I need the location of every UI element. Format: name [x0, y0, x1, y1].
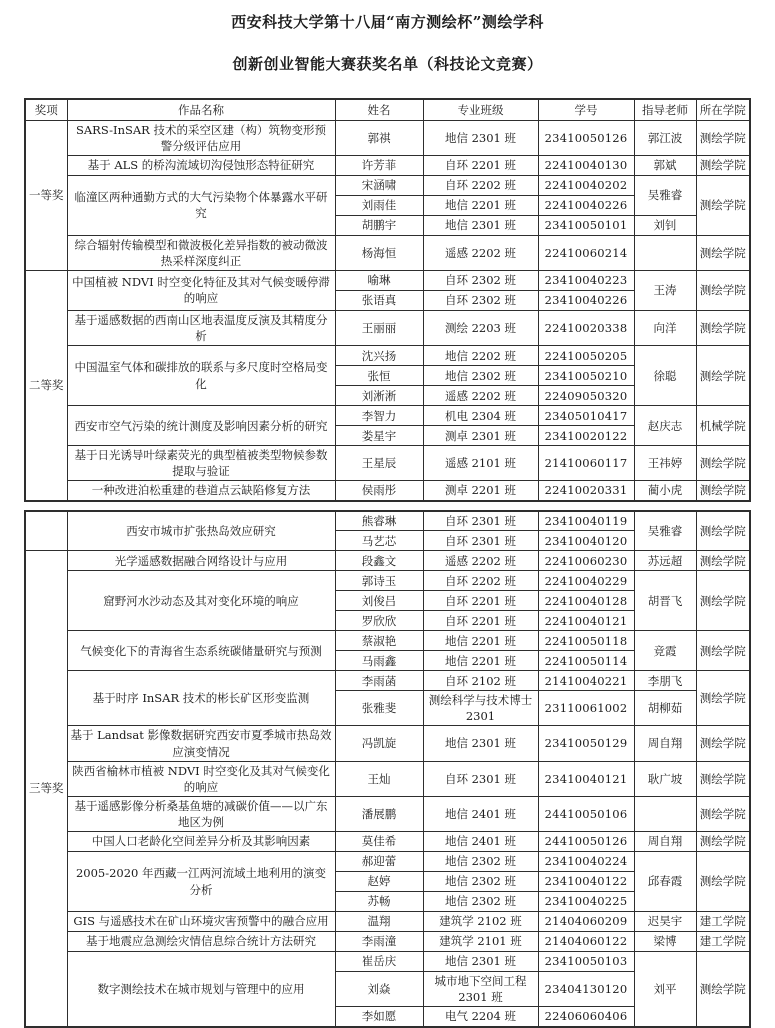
student-name-cell: 段鑫文 — [335, 551, 423, 571]
class-cell: 地信 2201 班 — [423, 195, 538, 215]
table-row — [25, 912, 750, 932]
advisor-cell: 竞霞 — [634, 631, 696, 671]
class-cell: 地信 2302 班 — [423, 872, 538, 892]
class-cell: 自环 2201 班 — [423, 591, 538, 611]
class-cell: 地信 2302 班 — [423, 366, 538, 386]
college-cell: 测绘学院 — [696, 726, 750, 761]
college-cell: 测绘学院 — [696, 175, 750, 235]
advisor-cell: 向洋 — [634, 310, 696, 345]
project-title-cell: 陕西省榆林市植被 NDVI 时空变化及其对气候变化的响应 — [67, 761, 335, 796]
class-cell: 自环 2302 班 — [423, 290, 538, 310]
student-id-cell: 23410040224 — [538, 852, 634, 872]
class-cell: 自环 2202 班 — [423, 571, 538, 591]
project-title-cell: 基于 ALS 的桥沟流域切沟侵蚀形态特征研究 — [67, 155, 335, 175]
student-name-cell: 杨海恒 — [335, 235, 423, 270]
student-name-cell: 苏畅 — [335, 892, 423, 912]
student-name-cell: 沈兴扬 — [335, 346, 423, 366]
class-cell: 遥感 2202 班 — [423, 235, 538, 270]
student-name-cell: 娄星宇 — [335, 426, 423, 446]
student-id-cell: 23404130120 — [538, 972, 634, 1007]
table-row — [25, 235, 750, 270]
advisor-cell: 苏远超 — [634, 551, 696, 571]
table-row — [25, 310, 750, 345]
student-id-cell: 22406060406 — [538, 1007, 634, 1027]
project-title-cell: 临潼区两种通勤方式的大气污染物个体暴露水平研究 — [67, 175, 335, 235]
student-id-cell: 22410050118 — [538, 631, 634, 651]
student-name-cell: 喻琳 — [335, 270, 423, 290]
table-row — [25, 852, 750, 872]
advisor-cell: 邱春霞 — [634, 852, 696, 912]
project-title-cell: 一种改进泊松重建的巷道点云缺陷修复方法 — [67, 481, 335, 501]
project-title-cell: 西安市城市扩张热岛效应研究 — [67, 511, 335, 551]
awards-table-2 — [24, 510, 751, 1028]
award-cell — [25, 511, 67, 551]
student-name-cell: 李雨潼 — [335, 932, 423, 952]
class-cell: 自环 2302 班 — [423, 270, 538, 290]
student-name-cell: 郝迎蕾 — [335, 852, 423, 872]
student-name-cell: 胡鹏宇 — [335, 215, 423, 235]
table-row — [25, 832, 750, 852]
project-title-cell: 中国植被 NDVI 时空变化特征及其对气候变暖停滞的响应 — [67, 270, 335, 310]
student-name-cell: 赵婷 — [335, 872, 423, 892]
class-cell: 自环 2301 班 — [423, 531, 538, 551]
table-row — [25, 932, 750, 952]
college-cell: 测绘学院 — [696, 832, 750, 852]
student-id-cell: 23410050129 — [538, 726, 634, 761]
student-name-cell: 张恒 — [335, 366, 423, 386]
student-name-cell: 崔岳庆 — [335, 952, 423, 972]
class-cell: 遥感 2202 班 — [423, 386, 538, 406]
column-header: 姓名 — [335, 99, 423, 120]
project-title-cell: 光学遥感数据融合网络设计与应用 — [67, 551, 335, 571]
student-id-cell: 23410040119 — [538, 511, 634, 531]
college-cell: 测绘学院 — [696, 310, 750, 345]
class-cell: 自环 2301 班 — [423, 761, 538, 796]
advisor-cell: 吴雅睿 — [634, 511, 696, 551]
student-id-cell: 22410050114 — [538, 651, 634, 671]
college-cell: 测绘学院 — [696, 346, 750, 406]
advisor-cell: 吴雅睿 — [634, 175, 696, 215]
advisor-cell: 王祎婷 — [634, 446, 696, 481]
student-id-cell: 21404060122 — [538, 932, 634, 952]
class-cell: 测卓 2301 班 — [423, 426, 538, 446]
student-id-cell: 22409050320 — [538, 386, 634, 406]
college-cell: 测绘学院 — [696, 481, 750, 501]
student-id-cell: 22410040226 — [538, 195, 634, 215]
student-id-cell: 23410040225 — [538, 892, 634, 912]
student-name-cell: 刘焱 — [335, 972, 423, 1007]
student-id-cell: 24410050106 — [538, 796, 634, 831]
class-cell: 自环 2202 班 — [423, 175, 538, 195]
class-cell: 测绘科学与技术博士 2301 — [423, 691, 538, 726]
table-row — [25, 761, 750, 796]
advisor-cell: 周自翔 — [634, 726, 696, 761]
advisor-cell — [634, 796, 696, 831]
project-title-cell: 基于地震应急测绘灾情信息综合统计方法研究 — [67, 932, 335, 952]
student-name-cell: 宋涵啸 — [335, 175, 423, 195]
table-row — [25, 120, 750, 155]
class-cell: 地信 2301 班 — [423, 215, 538, 235]
student-name-cell: 潘展鹏 — [335, 796, 423, 831]
advisor-cell: 胡柳茹 — [634, 691, 696, 726]
student-name-cell: 王丽丽 — [335, 310, 423, 345]
student-id-cell: 22410020331 — [538, 481, 634, 501]
student-id-cell: 21404060209 — [538, 912, 634, 932]
table-row — [25, 270, 750, 290]
student-name-cell: 罗欣欣 — [335, 611, 423, 631]
project-title-cell: 气候变化下的青海省生态系统碳储量研究与预测 — [67, 631, 335, 671]
class-cell: 自环 2301 班 — [423, 511, 538, 531]
advisor-cell — [634, 235, 696, 270]
class-cell: 建筑学 2102 班 — [423, 912, 538, 932]
student-name-cell: 刘雨佳 — [335, 195, 423, 215]
doc-title-line2: 创新创业智能大赛获奖名单（科技论文竞赛） — [232, 55, 543, 73]
college-cell: 测绘学院 — [696, 511, 750, 551]
class-cell: 地信 2202 班 — [423, 346, 538, 366]
advisor-cell: 迟昊宇 — [634, 912, 696, 932]
student-name-cell: 侯雨彤 — [335, 481, 423, 501]
student-id-cell: 22410060230 — [538, 551, 634, 571]
table-row — [25, 631, 750, 651]
student-name-cell: 王灿 — [335, 761, 423, 796]
project-title-cell: 窟野河水沙动态及其对变化环境的响应 — [67, 571, 335, 631]
college-cell: 测绘学院 — [696, 761, 750, 796]
column-header: 奖项 — [25, 99, 67, 120]
student-name-cell: 李雨菡 — [335, 671, 423, 691]
table-row — [25, 346, 750, 366]
advisor-cell: 梁博 — [634, 932, 696, 952]
college-cell: 测绘学院 — [696, 270, 750, 310]
class-cell: 机电 2304 班 — [423, 406, 538, 426]
award-cell: 三等奖 — [25, 551, 67, 1027]
project-title-cell: SARS-InSAR 技术的采空区建（构）筑物变形预警分级评估应用 — [67, 120, 335, 155]
column-header: 所在学院 — [696, 99, 750, 120]
student-id-cell: 22410050205 — [538, 346, 634, 366]
table-row — [25, 551, 750, 571]
header-row — [25, 99, 750, 120]
student-id-cell: 22410040229 — [538, 571, 634, 591]
class-cell: 地信 2301 班 — [423, 726, 538, 761]
class-cell: 电气 2204 班 — [423, 1007, 538, 1027]
student-name-cell: 莫佳希 — [335, 832, 423, 852]
student-id-cell: 23405010417 — [538, 406, 634, 426]
class-cell: 自环 2102 班 — [423, 671, 538, 691]
student-id-cell: 23410040121 — [538, 761, 634, 796]
college-cell: 测绘学院 — [696, 796, 750, 831]
table-row — [25, 571, 750, 591]
project-title-cell: 西安市空气污染的统计测度及影响因素分析的研究 — [67, 406, 335, 446]
table-row — [25, 511, 750, 531]
column-header: 指导老师 — [634, 99, 696, 120]
student-id-cell: 23410040223 — [538, 270, 634, 290]
class-cell: 遥感 2101 班 — [423, 446, 538, 481]
advisor-cell: 赵庆志 — [634, 406, 696, 446]
student-name-cell: 蔡淑艳 — [335, 631, 423, 651]
student-id-cell: 22410060214 — [538, 235, 634, 270]
class-cell: 自环 2201 班 — [423, 155, 538, 175]
student-id-cell: 23410040120 — [538, 531, 634, 551]
student-id-cell: 23410040226 — [538, 290, 634, 310]
class-cell: 地信 2201 班 — [423, 651, 538, 671]
student-name-cell: 郭诗玉 — [335, 571, 423, 591]
class-cell: 城市地下空间工程 2301 班 — [423, 972, 538, 1007]
student-name-cell: 温翔 — [335, 912, 423, 932]
award-cell: 二等奖 — [25, 270, 67, 500]
college-cell: 测绘学院 — [696, 551, 750, 571]
table-row — [25, 446, 750, 481]
advisor-cell: 周自翔 — [634, 832, 696, 852]
student-id-cell: 22410040202 — [538, 175, 634, 195]
college-cell: 建工学院 — [696, 912, 750, 932]
column-header: 学号 — [538, 99, 634, 120]
advisor-cell: 刘钊 — [634, 215, 696, 235]
table-row — [25, 952, 750, 972]
student-name-cell: 刘俊吕 — [335, 591, 423, 611]
student-id-cell: 21410040221 — [538, 671, 634, 691]
student-id-cell: 23410050210 — [538, 366, 634, 386]
college-cell: 测绘学院 — [696, 155, 750, 175]
student-id-cell: 21410060117 — [538, 446, 634, 481]
awards-table-1 — [24, 98, 751, 502]
tables-container — [0, 98, 775, 1028]
table-row — [25, 726, 750, 761]
student-id-cell: 22410040121 — [538, 611, 634, 631]
advisor-cell: 蔺小虎 — [634, 481, 696, 501]
advisor-cell: 李朋飞 — [634, 671, 696, 691]
student-name-cell: 熊睿琳 — [335, 511, 423, 531]
student-name-cell: 李智力 — [335, 406, 423, 426]
student-name-cell: 王星辰 — [335, 446, 423, 481]
project-title-cell: 基于遥感影像分析桑基鱼塘的减碳价值——以广东地区为例 — [67, 796, 335, 831]
class-cell: 遥感 2202 班 — [423, 551, 538, 571]
student-name-cell: 刘淅淅 — [335, 386, 423, 406]
student-id-cell: 22410040130 — [538, 155, 634, 175]
project-title-cell: 中国温室气体和碳排放的联系与多尺度时空格局变化 — [67, 346, 335, 406]
advisor-cell: 耿广坡 — [634, 761, 696, 796]
project-title-cell: 中国人口老龄化空间差异分析及其影响因素 — [67, 832, 335, 852]
advisor-cell: 刘平 — [634, 952, 696, 1027]
project-title-cell: 基于日光诱导叶绿素荧光的典型植被类型物候参数提取与验证 — [67, 446, 335, 481]
college-cell: 测绘学院 — [696, 631, 750, 671]
class-cell: 地信 2401 班 — [423, 832, 538, 852]
class-cell: 建筑学 2101 班 — [423, 932, 538, 952]
student-id-cell: 22410040128 — [538, 591, 634, 611]
college-cell: 机械学院 — [696, 406, 750, 446]
advisor-cell: 徐聪 — [634, 346, 696, 406]
project-title-cell: 基于遥感数据的西南山区地表温度反演及其精度分析 — [67, 310, 335, 345]
project-title-cell: 基于时序 InSAR 技术的彬长矿区形变监测 — [67, 671, 335, 726]
table-row — [25, 796, 750, 831]
student-id-cell: 23110061002 — [538, 691, 634, 726]
student-id-cell: 23410020122 — [538, 426, 634, 446]
college-cell: 测绘学院 — [696, 952, 750, 1027]
college-cell: 测绘学院 — [696, 446, 750, 481]
advisor-cell: 王涛 — [634, 270, 696, 310]
doc-title-line1: 西安科技大学第十八届“南方测绘杯”测绘学科 — [231, 13, 544, 31]
advisor-cell: 胡晋飞 — [634, 571, 696, 631]
table-row — [25, 155, 750, 175]
student-name-cell: 张语真 — [335, 290, 423, 310]
project-title-cell: 基于 Landsat 影像数据研究西安市夏季城市热岛效应演变情况 — [67, 726, 335, 761]
student-name-cell: 马艺芯 — [335, 531, 423, 551]
college-cell: 测绘学院 — [696, 235, 750, 270]
class-cell: 地信 2301 班 — [423, 952, 538, 972]
student-id-cell: 23410050103 — [538, 952, 634, 972]
award-cell: 一等奖 — [25, 120, 67, 270]
class-cell: 自环 2201 班 — [423, 611, 538, 631]
college-cell: 测绘学院 — [696, 571, 750, 631]
student-name-cell: 许芳菲 — [335, 155, 423, 175]
column-header: 专业班级 — [423, 99, 538, 120]
student-id-cell: 24410050126 — [538, 832, 634, 852]
class-cell: 测绘 2203 班 — [423, 310, 538, 345]
column-header: 作品名称 — [67, 99, 335, 120]
student-id-cell: 23410050101 — [538, 215, 634, 235]
student-name-cell: 张雅斐 — [335, 691, 423, 726]
college-cell: 建工学院 — [696, 932, 750, 952]
class-cell: 地信 2302 班 — [423, 892, 538, 912]
table-row — [25, 406, 750, 426]
student-name-cell: 冯凯旋 — [335, 726, 423, 761]
student-name-cell: 李如愿 — [335, 1007, 423, 1027]
project-title-cell: 2005-2020 年西藏一江两河流域土地利用的演变分析 — [67, 852, 335, 912]
class-cell: 地信 2301 班 — [423, 120, 538, 155]
project-title-cell: 数字测绘技术在城市规划与管理中的应用 — [67, 952, 335, 1027]
class-cell: 测卓 2201 班 — [423, 481, 538, 501]
student-id-cell: 23410040122 — [538, 872, 634, 892]
project-title-cell: GIS 与遥感技术在矿山环境灾害预警中的融合应用 — [67, 912, 335, 932]
table-row — [25, 481, 750, 501]
student-name-cell: 郭祺 — [335, 120, 423, 155]
student-id-cell: 23410050126 — [538, 120, 634, 155]
college-cell: 测绘学院 — [696, 671, 750, 726]
table-row — [25, 175, 750, 195]
project-title-cell: 综合辐射传输模型和微波极化差异指数的被动微波热采样深度纠正 — [67, 235, 335, 270]
college-cell: 测绘学院 — [696, 852, 750, 912]
advisor-cell: 郭江波 — [634, 120, 696, 155]
advisor-cell: 郭斌 — [634, 155, 696, 175]
class-cell: 地信 2401 班 — [423, 796, 538, 831]
class-cell: 地信 2201 班 — [423, 631, 538, 651]
student-id-cell: 22410020338 — [538, 310, 634, 345]
college-cell: 测绘学院 — [696, 120, 750, 155]
table-row — [25, 671, 750, 691]
class-cell: 地信 2302 班 — [423, 852, 538, 872]
student-name-cell: 马雨鑫 — [335, 651, 423, 671]
